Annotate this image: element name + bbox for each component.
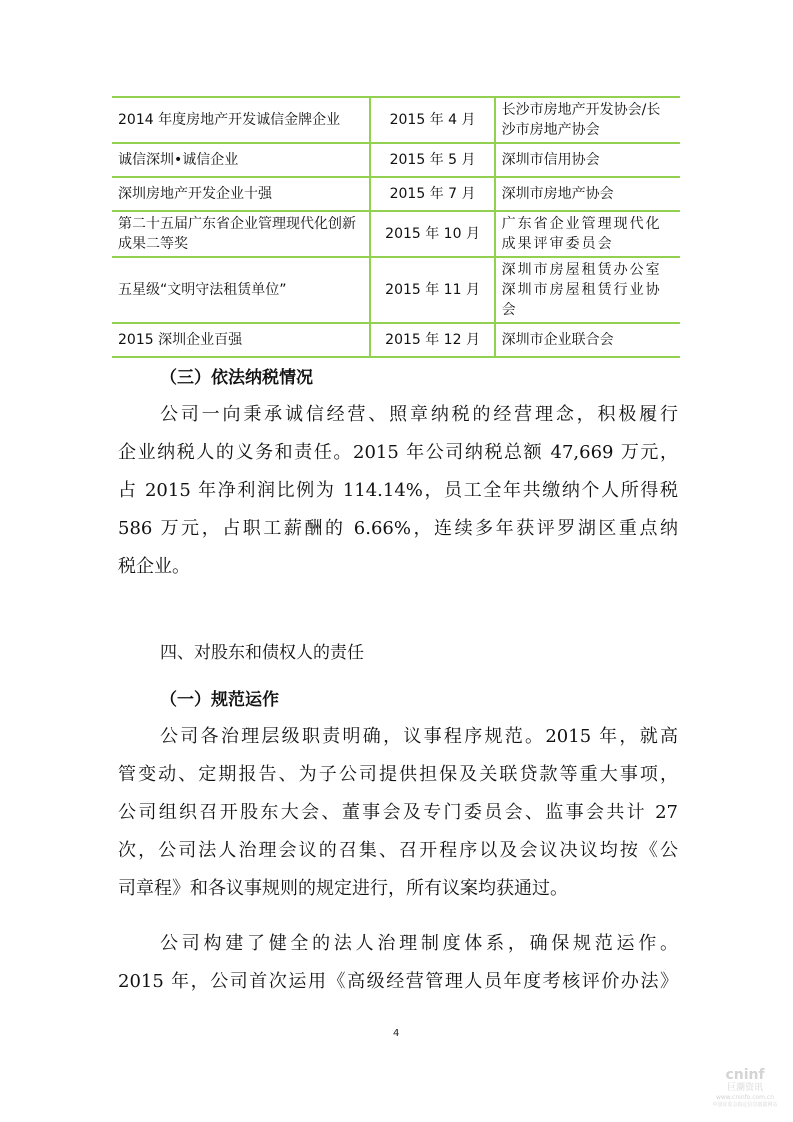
award-cell: 第二十五届广东省企业管理现代化创新成果二等奖	[112, 211, 370, 257]
paragraph-line: 企业纳税人的义务和责任。2015 年公司纳税总额 47,669 万元，	[118, 442, 678, 463]
org-cell: 深圳市房屋租赁办公室 深圳市房屋租赁行业协会	[495, 257, 680, 323]
watermark-subtitle: 中国证监会指定信息披露网站	[712, 1102, 778, 1108]
governance-paragraph-2	[118, 925, 678, 1001]
award-cell: 诚信深圳•诚信企业	[112, 143, 370, 177]
paragraph-line: 586 万元，占职工薪酬的 6.66%，连续多年获评罗湖区重点纳	[118, 518, 678, 539]
paragraph-line: 公司各治理层级职责明确，议事程序规范。2015 年，就高	[160, 726, 678, 747]
paragraph-line: 2015 年，公司首次运用《高级经营管理人员年度考核评价办法》	[118, 971, 678, 992]
governance-paragraph-1	[118, 718, 678, 908]
section-heading-tax: （三）依法纳税情况	[160, 368, 313, 388]
award-cell: 2015 深圳企业百强	[112, 323, 370, 357]
paragraph-line: 公司构建了健全的法人治理制度体系，确保规范运作。	[160, 933, 678, 954]
awards-table	[112, 96, 680, 358]
org-cell: 深圳市企业联合会	[495, 323, 680, 357]
paragraph-line: 公司组织召开股东大会、董事会及专门委员会、监事会共计 27	[118, 802, 678, 823]
page-number: 4	[393, 1028, 400, 1039]
date-cell: 2015 年 12 月	[370, 323, 494, 357]
date-cell: 2015 年 5 月	[370, 143, 494, 177]
paragraph-line: 管变动、定期报告、为子公司提供担保及关联贷款等重大事项，	[118, 764, 678, 785]
paragraph-line: 司章程》和各议事规则的规定进行，所有议案均获通过。	[118, 878, 568, 899]
section-heading-shareholders: 四、对股东和债权人的责任	[160, 643, 364, 663]
date-cell: 2015 年 10 月	[370, 211, 494, 257]
date-cell: 2015 年 4 月	[370, 97, 494, 143]
paragraph-line: 税企业。	[118, 556, 190, 577]
org-cell: 长沙市房地产开发协会/长沙市房地产协会	[495, 97, 680, 143]
table-row	[112, 257, 680, 323]
award-cell: 深圳房地产开发企业十强	[112, 177, 370, 211]
table-row	[112, 143, 680, 177]
subsection-heading-governance: （一）规范运作	[160, 690, 279, 710]
org-cell: 深圳市信用协会	[495, 143, 680, 177]
table-row	[112, 323, 680, 357]
paragraph-line: 次，公司法人治理会议的召集、召开程序以及会议决议均按《公	[118, 840, 678, 861]
date-cell: 2015 年 11 月	[370, 257, 494, 323]
paragraph-line: 占 2015 年净利润比例为 114.14%，员工全年共缴纳个人所得税	[118, 480, 678, 501]
table-row	[112, 177, 680, 211]
tax-paragraph	[118, 396, 678, 586]
watermark-url: www.cninfo.com.cn	[715, 1094, 775, 1101]
award-cell: 五星级“文明守法租赁单位”	[112, 257, 370, 323]
award-cell: 2014 年度房地产开发诚信金牌企业	[112, 97, 370, 143]
table-row	[112, 97, 680, 143]
date-cell: 2015 年 7 月	[370, 177, 494, 211]
cninfo-watermark	[700, 1068, 790, 1109]
watermark-cn-name: 巨潮资讯	[726, 1083, 763, 1093]
table-row	[112, 211, 680, 257]
paragraph-line: 公司一向秉承诚信经营、照章纳税的经营理念，积极履行	[160, 404, 678, 425]
org-cell: 广东省企业管理现代化成果评审委员会	[495, 211, 680, 257]
org-cell: 深圳市房地产协会	[495, 177, 680, 211]
cninfo-logo-icon: cninf	[725, 1067, 765, 1083]
